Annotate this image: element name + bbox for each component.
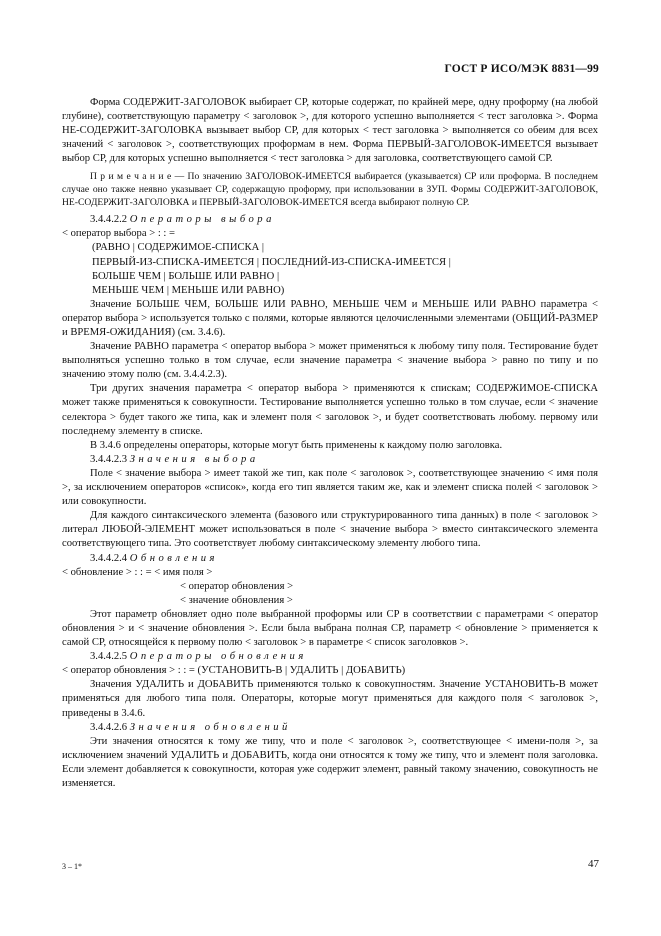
grammar-line: < оператор обновления > : : = (УСТАНОВИТЬ-В | УДАЛИТЬ | ДОБАВИТЬ)	[62, 665, 406, 677]
section-heading	[62, 650, 598, 664]
section-title: Значения обновлений	[129, 721, 291, 733]
section-title: Операторы выбора	[129, 214, 275, 226]
grammar-line: БОЛЬШЕ ЧЕМ | БОЛЬШЕ ИЛИ РАВНО |	[92, 270, 280, 282]
section-number: 3.4.4.2.4	[90, 552, 128, 564]
grammar-line: < обновление > : : = < имя поля >	[62, 566, 213, 578]
section-heading	[62, 213, 598, 227]
paragraph: Форма СОДЕРЖИТ-ЗАГОЛОВОК выбирает СР, которые содержат, по крайней мере, одну проформу (на любой глубине), соответствующую параметру < заголовок >, для которого успешно выполняется < тест заголовка >. Форма НЕ-СОДЕРЖИТ-ЗАГОЛОВКА вызывает выбор СР, для которых < тест заголовка > выполняется со обеим для всех значений < заголовок >, соответствующих проформам в нем. Форма ПЕРВЫЙ-ЗАГОЛОВОК-ИМЕЕТСЯ вызывает выбор СР, для которых успешно выполняется < тест заголовка > для заголовка, соответствующего самой СР.	[62, 97, 598, 165]
paragraph: Поле < значение выбора > имеет такой же тип, как поле < заголовок >, соответствующее значению < имя поля >, за исключением операторов «список», когда его тип является таким же, как и элемент списка полей < заголовок > или совокупности.	[62, 467, 598, 508]
paragraph: Для каждого синтаксического элемента (базового или структурированного типа данных) в поле < заголовок > литерал ЛЮБОЙ-ЭЛЕМЕНТ может использоваться в поле < значение выбора > вместо синтаксического элемента соответствующего типа. Это соответствует любому синтаксическому элементу любого типа.	[62, 510, 598, 550]
grammar-line: (РАВНО | СОДЕРЖИМОЕ-СПИСКА |	[92, 242, 265, 254]
grammar-line: < оператор выбора > : : =	[62, 228, 175, 240]
section-number: 3.4.4.2.6	[90, 721, 128, 733]
page-number: 47	[588, 858, 599, 870]
paragraph: Три других значения параметра < оператор выбора > применяются к спискам; СОДЕРЖИМОЕ-СПИСКА может также применяться к совокупности. Тестирование выполняется успешно только в том случае, если < значение селектора > будет такого же типа, как и элемент поля < заголовок >, и будет соответствовать любому. первому или последнему элементу в списке.	[62, 383, 598, 437]
section-title: Операторы обновления	[129, 651, 307, 663]
section-number: 3.4.4.2.2	[90, 214, 128, 226]
section-title: Значения выбора	[129, 453, 259, 465]
section-number: 3.4.4.2.5	[90, 651, 128, 663]
body-text	[62, 96, 598, 791]
paragraph: Значение РАВНО параметра < оператор выбора > может применяться к любому типу поля. Тестирование будет выполняться успешно только в том случае, если значение параметра < значение выбора > равно по типу и по значению этому полю (см. 3.4.4.2.3).	[62, 341, 598, 381]
grammar-line: < оператор обновления >	[180, 580, 294, 592]
section-number: 3.4.4.2.3	[90, 453, 128, 465]
section-heading	[62, 721, 598, 735]
paragraph: Этот параметр обновляет одно поле выбранной проформы или СР в соответствии с параметрами < оператор обновления > и < значение обновления >. Если была выбрана полная СР, параметр < обновление > применяется к самой СР, относящейся к первому полю < заголовок > в параметре < список заголовков >.	[62, 608, 598, 649]
grammar-line: МЕНЬШЕ ЧЕМ | МЕНЬШЕ ИЛИ РАВНО)	[92, 284, 285, 296]
grammar-line: < значение обновления >	[180, 594, 293, 606]
paragraph: В 3.4.6 определены операторы, которые могут быть применены к каждому полю заголовка.	[90, 439, 503, 451]
section-heading	[62, 453, 598, 467]
section-title: Обновления	[129, 552, 218, 564]
grammar-line: ПЕРВЫЙ-ИЗ-СПИСКА-ИМЕЕТСЯ | ПОСЛЕДНИЙ-ИЗ-СПИСКА-ИМЕЕТСЯ |	[92, 256, 451, 268]
footer-signature: 3 – 1*	[62, 862, 82, 871]
note: П р и м е ч а н и е — По значению ЗАГОЛОВОК-ИМЕЕТСЯ выбирается (указывается) СР или проформа. В последнем случае оно также неявно указывает СР, содержащую проформу, при использовании в ЗУП. Формы СОДЕРЖИТ-ЗАГОЛОВОК, НЕ-СОДЕРЖИТ-ЗАГОЛОВКА и ПЕРВЫЙ-ЗАГОЛОВОК-ИМЕЕТСЯ всегда выбирают полную СР.	[62, 171, 598, 208]
section-heading	[62, 552, 598, 566]
paragraph: Значение БОЛЬШЕ ЧЕМ, БОЛЬШЕ ИЛИ РАВНО, МЕНЬШЕ ЧЕМ и МЕНЬШЕ ИЛИ РАВНО параметра < оператор выбора > используется только с полями, которые являются целочисленными элементами (ОБЩИЙ-РАЗМЕР и ВРЕМЯ-ОЖИДАНИЯ) (см. 3.4.6).	[62, 298, 598, 338]
paragraph: Значения УДАЛИТЬ и ДОБАВИТЬ применяются только к совокупностям. Значение УСТАНОВИТЬ-В может применяться для любого типа поля. Операторы, которые могут применяться для каждого поля < заголовок >, приведены в 3.4.6.	[62, 679, 598, 719]
paragraph: Эти значения относятся к тому же типу, что и поле < заголовок >, соответствующее < имени-поля >, за исключением значений УДАЛИТЬ и ДОБАВИТЬ, когда они относятся к тому же типу, что и элемент поля заголовка. Если элемент добавляется к совокупности, которая уже содержит элемент, равный такому значению, совокупность не изменяется.	[62, 735, 598, 789]
running-header: ГОСТ Р ИСО/МЭК 8831—99	[444, 63, 599, 75]
